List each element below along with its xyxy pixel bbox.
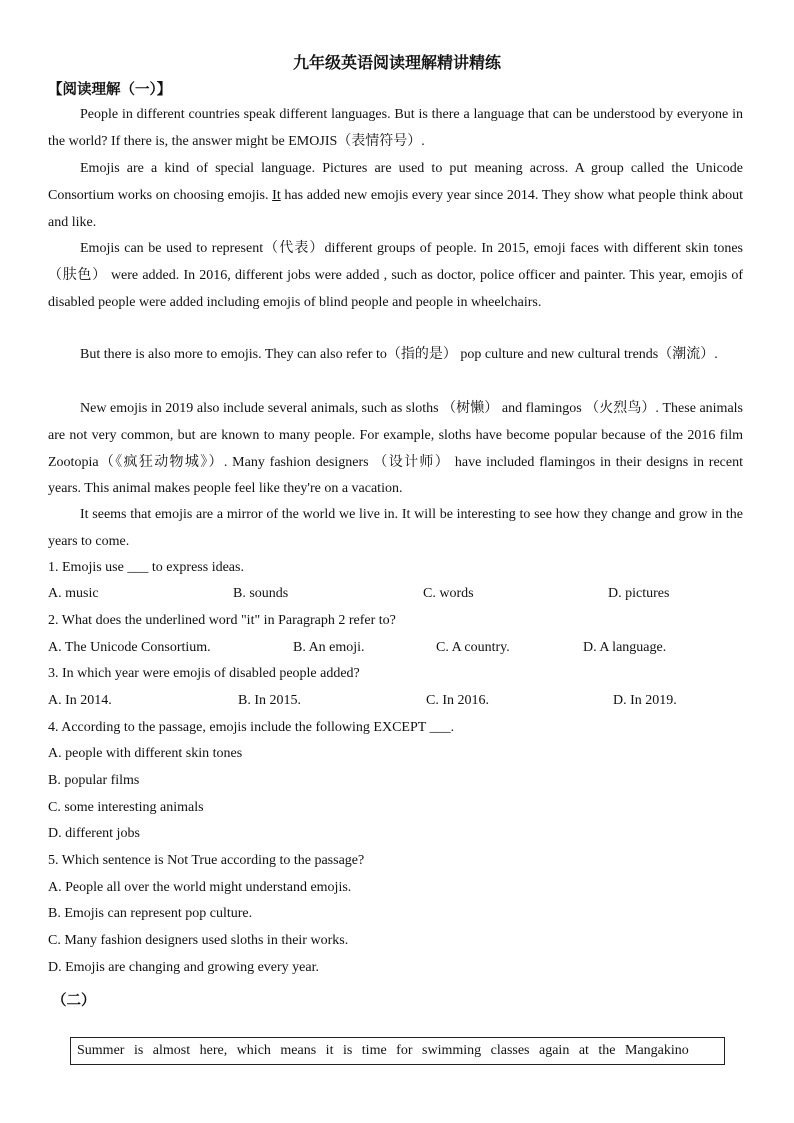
q4-option-a[interactable]: A. people with different skin tones [48, 746, 243, 761]
q5-option-a[interactable]: A. People all over the world might understand emojis. [48, 880, 352, 895]
q1-option-d[interactable]: D. pictures [608, 586, 670, 601]
paragraph-1 [48, 102, 743, 156]
paragraph-5 [48, 396, 743, 503]
paragraph-4-text: But there is also more to emojis. They can also refer to（指的是） pop culture and new cultural trends（潮流）. [80, 347, 718, 362]
q5-option-d[interactable]: D. Emojis are changing and growing every year. [48, 960, 319, 975]
q4-option-c[interactable]: C. some interesting animals [48, 800, 204, 815]
question-4: 4. According to the passage, emojis include the following EXCEPT ___. [48, 720, 455, 735]
paragraph-5-text: New emojis in 2019 also include several animals, such as sloths （树懒） and flamingos （火烈鸟）. These animals are not very common, but are known to many people. For example, sloths have become popular because of the 2016 film Zootopia（《疯狂动物城》）. Many fashion designers （设计师） have included flamingos in their designs in recent years. This animal makes people feel like they're on a vacation. [48, 401, 743, 497]
q4-option-b[interactable]: B. popular films [48, 773, 140, 788]
q3-option-a[interactable]: A. In 2014. [48, 693, 112, 708]
q1-option-a[interactable]: A. music [48, 586, 99, 601]
paragraph-2 [48, 156, 743, 236]
section-heading-reading-1: 【阅读理解（一）】 [48, 82, 172, 98]
page-title: 九年级英语阅读理解精讲精练 [292, 53, 501, 72]
q2-option-a[interactable]: A. The Unicode Consortium. [48, 640, 211, 655]
q5-option-c[interactable]: C. Many fashion designers used sloths in their works. [48, 933, 349, 948]
question-1: 1. Emojis use ___ to express ideas. [48, 560, 244, 575]
question-2: 2. What does the underlined word "it" in Paragraph 2 refer to? [48, 613, 396, 628]
question-3: 3. In which year were emojis of disabled people added? [48, 666, 360, 681]
q4-option-d[interactable]: D. different jobs [48, 826, 140, 841]
paragraph-6 [48, 502, 743, 556]
question-5: 5. Which sentence is Not True according to the passage? [48, 853, 365, 868]
paragraph-2-text-b: has added new emojis every year since 2014. They show what people think about and like. [48, 187, 743, 230]
q3-option-d[interactable]: D. In 2019. [613, 693, 677, 708]
q3-option-c[interactable]: C. In 2016. [426, 693, 489, 708]
paragraph-2-text-a: Emojis are a kind of special language. Pictures are used to put meaning across. A group called the Unicode Consortium works on choosing emojis. [48, 161, 743, 203]
section-heading-reading-2: （二） [52, 993, 96, 1009]
underlined-it: It [272, 187, 281, 203]
q1-option-c[interactable]: C. words [423, 586, 474, 601]
paragraph-1-text: People in different countries speak different languages. But is there a language that can be understood by everyone in the world? If there is, the answer might be EMOJIS（表情符号）. [48, 107, 743, 149]
passage-2-text: Summer is almost here, which means it is time for swimming classes again at the Mangakino [77, 1043, 689, 1058]
q2-option-c[interactable]: C. A country. [436, 640, 510, 655]
passage-2-box [70, 1037, 725, 1065]
q5-option-b[interactable]: B. Emojis can represent pop culture. [48, 906, 253, 921]
q1-option-b[interactable]: B. sounds [233, 586, 289, 601]
paragraph-3-text: Emojis can be used to represent（代表）different groups of people. In 2015, emoji faces with different skin tones （肤色） were added. In 2016, different jobs were added , such as doctor, police officer and painter. This year, emojis of disabled people were added including emojis of blind people and people in wheelchairs. [48, 241, 743, 310]
q2-option-b[interactable]: B. An emoji. [293, 640, 365, 655]
paragraph-6-text: It seems that emojis are a mirror of the world we live in. It will be interesting to see how they change and grow in the years to come. [48, 507, 743, 549]
paragraph-4 [48, 342, 743, 369]
paragraph-3 [48, 236, 743, 316]
q3-option-b[interactable]: B. In 2015. [238, 693, 301, 708]
q2-option-d[interactable]: D. A language. [583, 640, 667, 655]
